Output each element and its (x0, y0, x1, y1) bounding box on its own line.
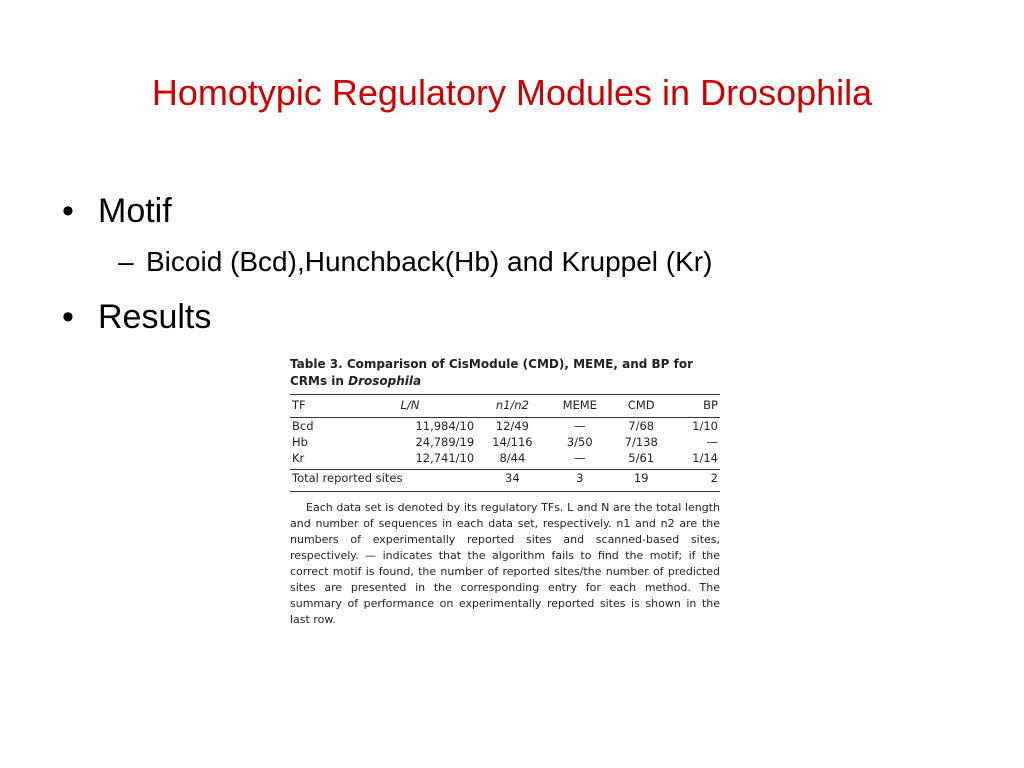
cell-ln: 11,984/10 (415, 419, 475, 433)
total-row (290, 470, 720, 492)
cell-meme: 3/50 (566, 435, 593, 449)
cell-cmd: 7/68 (628, 419, 655, 433)
caption-line-2: CRMs in Drosophila (290, 374, 422, 388)
bullet-results-text: Results (98, 298, 212, 336)
total-n1n2: 34 (505, 471, 520, 485)
sub-bullet-motif-list (118, 246, 712, 278)
header-meme: MEME (562, 398, 597, 412)
cell-ln: 24,789/19 (415, 435, 475, 449)
cell-bp: 1/14 (692, 451, 718, 465)
bullet-results (62, 298, 211, 337)
table-row (290, 434, 720, 450)
bullet-dot-icon: • (62, 192, 74, 230)
sub-bullet-text: Bicoid (Bcd),Hunchback(Hb) and Kruppel (Kr) (146, 246, 713, 277)
cell-meme: — (574, 451, 586, 465)
table-row (290, 450, 720, 470)
bullet-dot-icon: • (62, 298, 74, 336)
header-tf: TF (292, 398, 306, 412)
cell-tf: Hb (292, 435, 308, 449)
table-caption (290, 356, 720, 390)
header-ln: L/N (400, 398, 420, 412)
cell-ln: 12,741/10 (415, 451, 475, 465)
table-header-row (290, 395, 720, 418)
total-label: Total reported sites (292, 471, 403, 485)
bullet-motif (62, 192, 172, 231)
cell-meme: — (574, 419, 586, 433)
comparison-table (290, 394, 720, 492)
slide-title: Homotypic Regulatory Modules in Drosophila (151, 72, 873, 113)
results-table-figure (290, 356, 720, 628)
caption-line-1: Table 3. Comparison of CisModule (CMD), MEME, and BP for (290, 357, 694, 371)
cell-tf: Kr (292, 451, 305, 465)
total-meme: 3 (576, 471, 584, 485)
total-bp: 2 (710, 471, 718, 485)
table-footnote: Each data set is denoted by its regulatory TFs. L and N are the total length and number of sequences in each data set, respectively. n1 and n2 are the numbers of experimentally reported sites and scanned-based sites, respectively. — indicates that the algorithm fails to find the motif; if the correct motif is found, the number of reported sites/the number of predicted sites are presented in the corresponding entry for each method. The summary of performance on experimentally reported sites is shown in the last row. (290, 501, 720, 626)
cell-n1n2: 8/44 (499, 451, 526, 465)
cell-bp: — (706, 435, 718, 449)
cell-bp: 1/10 (692, 419, 718, 433)
table-row (290, 418, 720, 435)
cell-n1n2: 14/116 (492, 435, 533, 449)
bullet-motif-text: Motif (98, 192, 172, 230)
cell-cmd: 5/61 (628, 451, 655, 465)
total-cmd: 19 (633, 471, 649, 485)
caption-italic: Drosophila (348, 374, 422, 388)
cell-tf: Bcd (292, 419, 314, 433)
header-cmd: CMD (627, 398, 655, 412)
header-bp: BP (703, 398, 718, 412)
cell-cmd: 7/138 (624, 435, 658, 449)
header-n1n2: n1/n2 (495, 398, 529, 412)
cell-n1n2: 12/49 (495, 419, 529, 433)
sub-dash-icon: – (118, 246, 134, 277)
